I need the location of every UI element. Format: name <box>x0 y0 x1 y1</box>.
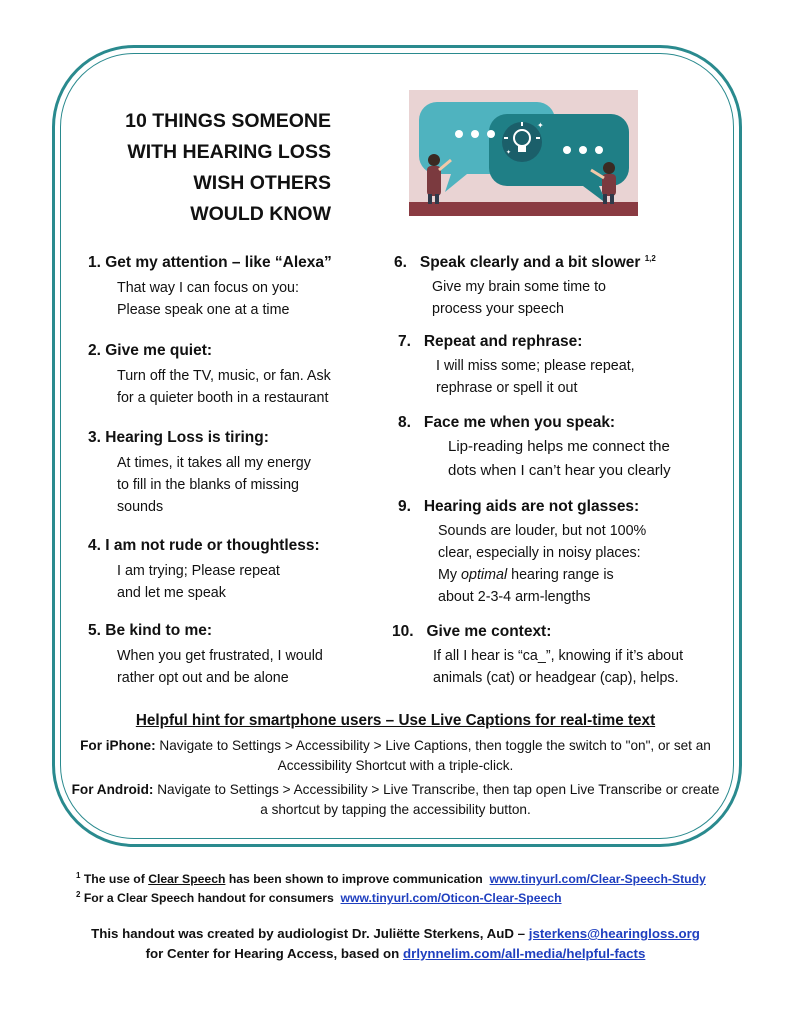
footnote-term: Clear Speech <box>148 872 226 887</box>
tip-heading <box>88 342 331 360</box>
title-line: WITH HEARING LOSS <box>127 141 331 163</box>
tip-5 <box>88 622 323 689</box>
tip-line: and let me speak <box>117 585 226 601</box>
tip-body <box>432 276 656 320</box>
hint-iphone-label: For iPhone: <box>80 738 156 753</box>
tip-line: Sounds are louder, but not 100% <box>438 523 647 539</box>
tip-heading-text: Hearing Loss is tiring: <box>105 429 269 446</box>
author-email-link[interactable]: jsterkens@hearingloss.org <box>528 926 700 941</box>
tip-heading-text: Get my attention – like “Alexa” <box>105 254 332 271</box>
tip-line: clear, especially in noisy places: <box>438 545 641 561</box>
tip-heading <box>398 498 646 516</box>
credit-line-2 <box>40 944 751 964</box>
tip-body <box>117 277 332 321</box>
tip-line: Please speak one at a time <box>117 302 290 318</box>
source-website-link[interactable]: drlynnelim.com/all-media/helpful-facts <box>403 946 646 961</box>
tip-heading <box>88 537 320 555</box>
tip-4 <box>88 537 320 604</box>
bubble-dot <box>487 130 495 138</box>
tip-line: rather opt out and be alone <box>117 670 289 686</box>
tip-heading <box>88 429 311 447</box>
tip-number: 8. <box>398 414 411 431</box>
tip-body <box>117 560 320 604</box>
tip-emphasis: optimal <box>461 567 508 583</box>
hint-iphone <box>70 736 721 776</box>
tip-body <box>117 365 331 409</box>
tip-heading-text: Be kind to me: <box>105 622 213 639</box>
tip-line: animals (cat) or headgear (cap), helps. <box>433 670 679 686</box>
tip-body <box>117 452 311 518</box>
smartphone-hint <box>70 712 721 820</box>
tip-line: Lip-reading helps me connect the <box>448 438 670 455</box>
tip-line: At times, it takes all my energy <box>117 455 311 471</box>
tip-number: 6. <box>394 254 407 272</box>
tip-heading-text: Give me context: <box>426 623 552 640</box>
tip-heading-text: Face me when you speak: <box>423 414 616 431</box>
svg-text:✦: ✦ <box>537 121 544 130</box>
tip-number: 7. <box>398 333 411 350</box>
tip-body <box>436 355 635 399</box>
bubble-dot <box>471 130 479 138</box>
footnote-marker: 1,2 <box>644 254 656 263</box>
bubble-dot <box>595 146 603 154</box>
tip-line: for a quieter booth in a restaurant <box>117 390 329 406</box>
handout-title <box>71 106 331 230</box>
bubble-dot <box>563 146 571 154</box>
tip-heading-text: Speak clearly and a bit slower <box>419 254 641 272</box>
title-line: 10 THINGS SOMEONE <box>125 110 331 132</box>
tip-line: When you get frustrated, I would <box>117 648 323 664</box>
tip-heading <box>392 623 683 641</box>
tip-text: My <box>438 567 458 583</box>
tip-3 <box>88 429 311 518</box>
tip-line: to fill in the blanks of missing <box>117 477 299 493</box>
handout-credit <box>40 924 751 964</box>
tip-line: process your speech <box>432 301 564 318</box>
tip-number: 9. <box>398 498 411 515</box>
tip-body <box>433 645 683 689</box>
footnote-text: has been shown to improve communication <box>228 872 483 887</box>
credit-text: This handout was created by audiologist Dr. Juliëtte Sterkens, AuD – <box>91 926 526 941</box>
tip-number: 5. <box>88 622 101 639</box>
hint-title: Helpful hint for smartphone users – Use Live Captions for real-time text <box>135 712 656 729</box>
title-line: WOULD KNOW <box>190 203 331 225</box>
tip-line: about 2-3-4 arm-lengths <box>438 589 591 605</box>
tip-6 <box>394 254 656 320</box>
tip-line: sounds <box>117 499 164 515</box>
footnote-number: 1 <box>76 871 81 880</box>
lightbulb-glow <box>502 122 542 162</box>
clear-speech-handout-link[interactable]: www.tinyurl.com/Oticon-Clear-Speech <box>340 891 562 906</box>
tip-line: I am trying; Please repeat <box>117 563 280 579</box>
floor-strip <box>409 202 638 216</box>
credit-line-1 <box>40 924 751 944</box>
tip-7 <box>398 333 635 399</box>
tip-heading-text: Give me quiet: <box>105 342 213 359</box>
footnote-text: The use of <box>83 872 145 887</box>
svg-text:✦: ✦ <box>506 150 512 156</box>
tip-body <box>448 435 671 483</box>
tip-heading-text: Hearing aids are not glasses: <box>423 498 640 515</box>
tip-line: Give my brain some time to <box>432 279 606 296</box>
tip-number: 3. <box>88 429 101 446</box>
tip-heading <box>398 414 671 432</box>
tip-text: hearing range is <box>511 567 614 583</box>
tip-heading-text: Repeat and rephrase: <box>423 333 583 350</box>
hint-android <box>70 780 721 820</box>
tip-line: dots when I can’t hear you clearly <box>448 462 671 479</box>
tip-line: If all I hear is “ca_”, knowing if it’s about <box>433 648 684 664</box>
tip-body <box>117 645 323 689</box>
tip-10 <box>392 623 683 689</box>
credit-text: for Center for Hearing Access, based on <box>145 946 400 961</box>
tip-heading <box>398 333 635 351</box>
footnote-text: For a Clear Speech handout for consumers <box>83 891 334 906</box>
clear-speech-study-link[interactable]: www.tinyurl.com/Clear-Speech-Study <box>489 872 706 887</box>
tip-9 <box>398 498 646 608</box>
footnote-1 <box>76 871 706 886</box>
tip-line: I will miss some; please repeat, <box>436 358 635 374</box>
hint-iphone-text: Navigate to Settings > Accessibility > Live Captions, then toggle the switch to "on", or set an Accessibility Shortcut with a triple-click. <box>155 738 711 773</box>
tip-line: rephrase or spell it out <box>436 380 578 396</box>
footnote-2 <box>76 890 562 905</box>
footnote-number: 2 <box>76 890 81 899</box>
tip-number: 4. <box>88 537 101 554</box>
tip-8 <box>398 414 671 483</box>
tip-line <box>438 564 646 586</box>
tip-number: 1. <box>88 254 101 271</box>
tip-body <box>438 520 646 608</box>
bubble-dot <box>579 146 587 154</box>
tip-2 <box>88 342 331 409</box>
hint-android-text: Navigate to Settings > Accessibility > Live Transcribe, then tap open Live Transcribe or create a shortcut by tapping the accessibility button. <box>153 782 720 817</box>
tip-heading <box>394 254 656 272</box>
tip-heading <box>88 254 332 272</box>
tip-number: 2. <box>88 342 101 359</box>
bubble-dot <box>455 130 463 138</box>
tip-number: 10. <box>392 623 414 640</box>
tip-heading-text: I am not rude or thoughtless: <box>105 537 320 554</box>
tip-line: That way I can focus on you: <box>117 280 299 296</box>
tip-heading <box>88 622 323 640</box>
title-line: WISH OTHERS <box>193 172 331 194</box>
tip-line: Turn off the TV, music, or fan. Ask <box>117 368 331 384</box>
hint-android-label: For Android: <box>71 782 154 797</box>
tip-1 <box>88 254 332 321</box>
conversation-illustration <box>409 90 638 216</box>
